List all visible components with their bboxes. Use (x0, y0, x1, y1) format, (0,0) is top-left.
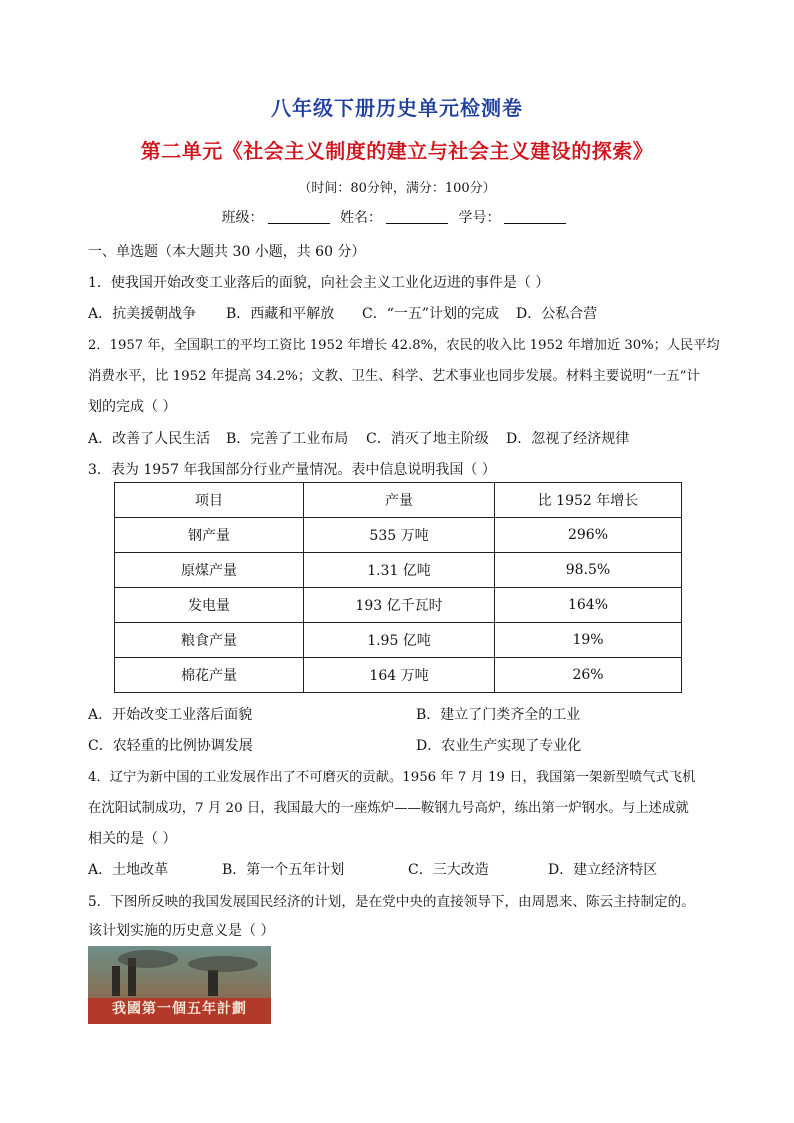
table-cell: 1.31 亿吨 (304, 553, 495, 588)
production-table (114, 482, 682, 693)
table-row (115, 588, 682, 623)
table-cell: 1.95 亿吨 (304, 623, 495, 658)
table-cell: 26% (495, 658, 682, 693)
smoke-shape (118, 950, 178, 968)
question-5-line-2: 该计划实施的历史意义是（ ） (88, 923, 275, 939)
smoke-shape (188, 956, 258, 972)
question-1-option-b[interactable]: B．西藏和平解放 (226, 306, 335, 322)
table-header-cell: 项目 (115, 483, 304, 518)
question-2-option-b[interactable]: B．完善了工业布局 (226, 431, 349, 447)
table-row (115, 518, 682, 553)
exam-title: 八年级下册历史单元检测卷 (271, 96, 523, 120)
question-4-option-a[interactable]: A．土地改革 (88, 862, 169, 878)
chimney-shape (208, 970, 218, 996)
table-row (115, 658, 682, 693)
table-header-cell: 比 1952 年增长 (495, 483, 682, 518)
question-2-line-2: 消费水平，比 1952 年提高 34.2%；文教、卫生、科学、艺术事业也同步发展。材料主要说明“一五”计 (88, 369, 700, 384)
table-cell: 粮食产量 (115, 623, 304, 658)
table-cell: 193 亿千瓦时 (304, 588, 495, 623)
time-info: （时间：80分钟，满分：100分） (298, 181, 496, 196)
poster-caption: 我國第一個五年計劃 (112, 1001, 247, 1017)
table-cell: 296% (495, 518, 682, 553)
question-2-option-d[interactable]: D．忽视了经济规律 (506, 431, 630, 447)
question-2-option-a[interactable]: A．改善了人民生活 (88, 431, 211, 447)
table-header-cell: 产量 (304, 483, 495, 518)
question-4-option-b[interactable]: B．第一个五年计划 (222, 862, 345, 878)
class-blank[interactable] (268, 209, 330, 224)
question-2-line-3: 划的完成（ ） (88, 399, 177, 415)
question-3-stem: 3．表为 1957 年我国部分行业产量情况。表中信息说明我国（ ） (88, 462, 496, 478)
question-3-option-c[interactable]: C．农轻重的比例协调发展 (88, 738, 253, 754)
table-row (115, 623, 682, 658)
table-cell: 发电量 (115, 588, 304, 623)
question-4-option-c[interactable]: C．三大改造 (408, 862, 489, 878)
id-label: 学号： (458, 210, 501, 226)
section-heading: 一、单选题（本大题共 30 小题，共 60 分） (88, 244, 366, 260)
table-cell: 19% (495, 623, 682, 658)
question-4-line-3: 相关的是（ ） (88, 831, 177, 847)
unit-subtitle: 第二单元《社会主义制度的建立与社会主义建设的探索》 (140, 139, 654, 163)
question-4-line-1: 4．辽宁为新中国的工业发展作出了不可磨灭的贡献。1956 年 7 月 19 日，我国第一架新型喷气式飞机 (88, 770, 696, 785)
table-cell: 164 万吨 (304, 658, 495, 693)
table-cell: 164% (495, 588, 682, 623)
student-info-row (0, 207, 794, 227)
chimney-shape (112, 966, 120, 996)
question-4-option-d[interactable]: D．建立经济特区 (548, 862, 658, 878)
table-cell: 98.5% (495, 553, 682, 588)
question-1-option-a[interactable]: A．抗美援朝战争 (88, 306, 197, 322)
name-label: 姓名： (340, 210, 382, 226)
question-1-option-c[interactable]: C．“一五”计划的完成 (362, 306, 500, 322)
table-cell: 535 万吨 (304, 518, 495, 553)
class-label: 班级： (221, 210, 264, 226)
table-row (115, 553, 682, 588)
table-cell: 钢产量 (115, 518, 304, 553)
table-cell: 原煤产量 (115, 553, 304, 588)
five-year-plan-poster-image (88, 946, 271, 1024)
id-blank[interactable] (504, 209, 566, 224)
question-3-option-a[interactable]: A．开始改变工业落后面貌 (88, 707, 253, 723)
name-blank[interactable] (386, 209, 448, 224)
question-2-option-c[interactable]: C．消灭了地主阶级 (366, 431, 489, 447)
question-5-line-1: 5．下图所反映的我国发展国民经济的计划，是在党中央的直接领导下，由周恩来、陈云主持制定的。 (88, 894, 695, 910)
question-3-option-d[interactable]: D．农业生产实现了专业化 (416, 738, 582, 754)
table-cell: 棉花产量 (115, 658, 304, 693)
question-3-option-b[interactable]: B．建立了门类齐全的工业 (416, 707, 581, 723)
question-4-line-2: 在沈阳试制成功，7 月 20 日，我国最大的一座炼炉——鞍钢九号高炉，练出第一炉钢水。与上述成就 (88, 801, 689, 816)
question-2-line-1: 2．1957 年，全国职工的平均工资比 1952 年增长 42.8%，农民的收入比 1952 年增加近 30%；人民平均 (88, 338, 720, 353)
question-1-stem: 1．使我国开始改变工业落后的面貌，向社会主义工业化迈进的事件是（ ） (88, 275, 550, 291)
table-header-row (115, 483, 682, 518)
question-1-option-d[interactable]: D．公私合营 (516, 306, 598, 322)
